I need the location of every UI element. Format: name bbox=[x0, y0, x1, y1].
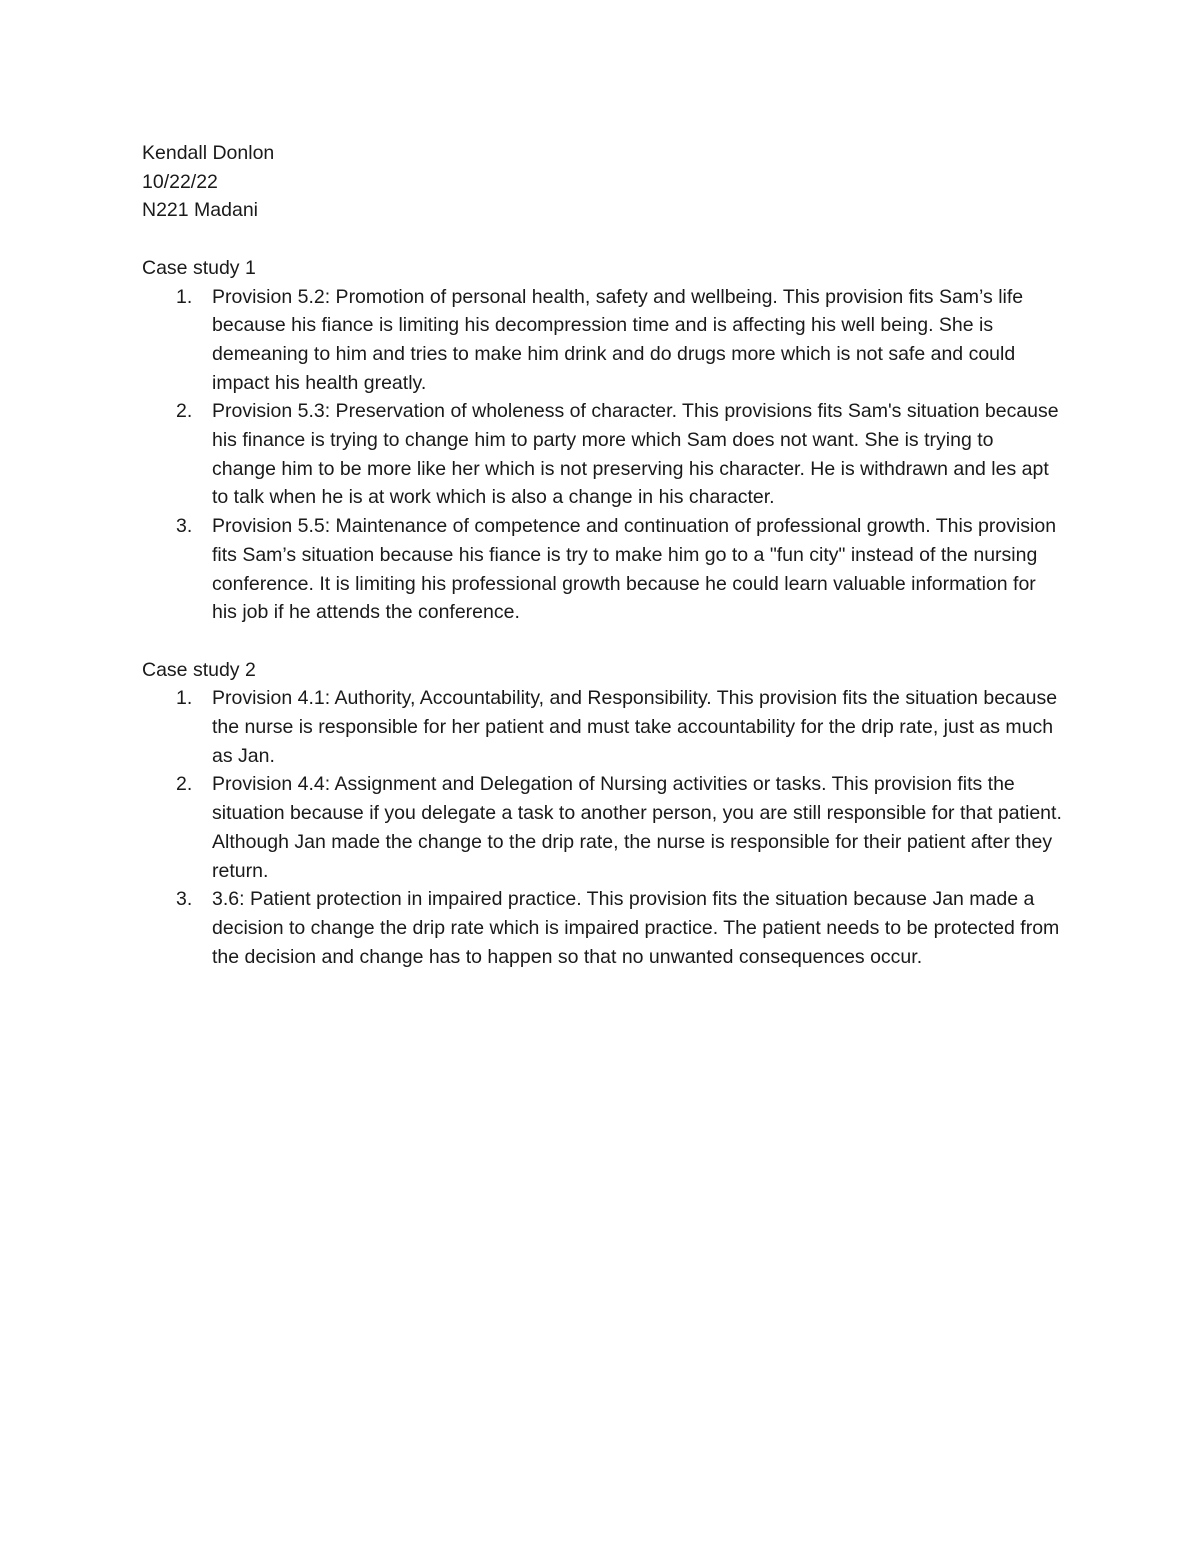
document-date: 10/22/22 bbox=[142, 170, 218, 193]
list-item bbox=[142, 397, 1062, 512]
course-name: N221 Madani bbox=[142, 199, 258, 222]
list-item-text: Provision 4.4: Assignment and Delegation of Nursing activities or tasks. This provision fits the situation because if you delegate a task to another person, you are still responsible for that patient. Although Jan made the change to the drip rate, the nurse is responsible for their patient after they return. bbox=[212, 773, 1062, 882]
list-item-number: 1. bbox=[176, 687, 193, 710]
case-study-1-list bbox=[142, 283, 1062, 627]
list-item-text: Provision 4.1: Authority, Accountability, and Responsibility. This provision fits the situation because the nurse is responsible for her patient and must take accountability for the drip rate, just as much as Jan. bbox=[212, 687, 1058, 767]
case-study-1-title: Case study 1 bbox=[142, 256, 256, 279]
document-body bbox=[142, 139, 1062, 971]
list-item bbox=[142, 512, 1062, 627]
list-item-number: 3. bbox=[176, 888, 193, 911]
case-study-2-title: Case study 2 bbox=[142, 658, 256, 681]
blank-line bbox=[142, 627, 1062, 656]
blank-line bbox=[142, 225, 1062, 254]
list-item-text: 3.6: Patient protection in impaired practice. This provision fits the situation because Jan made a decision to change the drip rate which is impaired practice. The patient needs to be protected from the decision and change has to happen so that no unwanted consequences occur. bbox=[212, 888, 1060, 968]
list-item bbox=[142, 283, 1062, 398]
list-item-text: Provision 5.5: Maintenance of competence and continuation of professional growth. This provision fits Sam’s situation because his fiance is try to make him go to a "fun city" instead of the nursing conference. It is limiting his professional growth because he could learn valuable information for his job if he attends the conference. bbox=[212, 515, 1057, 624]
list-item bbox=[142, 885, 1062, 971]
author-name: Kendall Donlon bbox=[142, 142, 275, 164]
list-item bbox=[142, 770, 1062, 885]
list-item-number: 1. bbox=[176, 285, 193, 308]
case-study-2-list bbox=[142, 684, 1062, 971]
list-item-text: Provision 5.2: Promotion of personal health, safety and wellbeing. This provision fits Sam’s life because his fiance is limiting his decompression time and is affecting his well being. She is demeaning to him and tries to make him drink and do drugs more which is not safe and could impact his health greatly. bbox=[212, 285, 1024, 394]
list-item-text: Provision 5.3: Preservation of wholeness of character. This provisions fits Sam's situation because his finance is trying to change him to party more which Sam does not want. She is trying to change him to be more like her which is not preserving his character. He is withdrawn and les apt to talk when he is at work which is also a change in his character. bbox=[212, 400, 1059, 509]
list-item-number: 2. bbox=[176, 400, 193, 423]
list-item-number: 2. bbox=[176, 773, 193, 796]
list-item-number: 3. bbox=[176, 515, 193, 538]
list-item bbox=[142, 684, 1062, 770]
